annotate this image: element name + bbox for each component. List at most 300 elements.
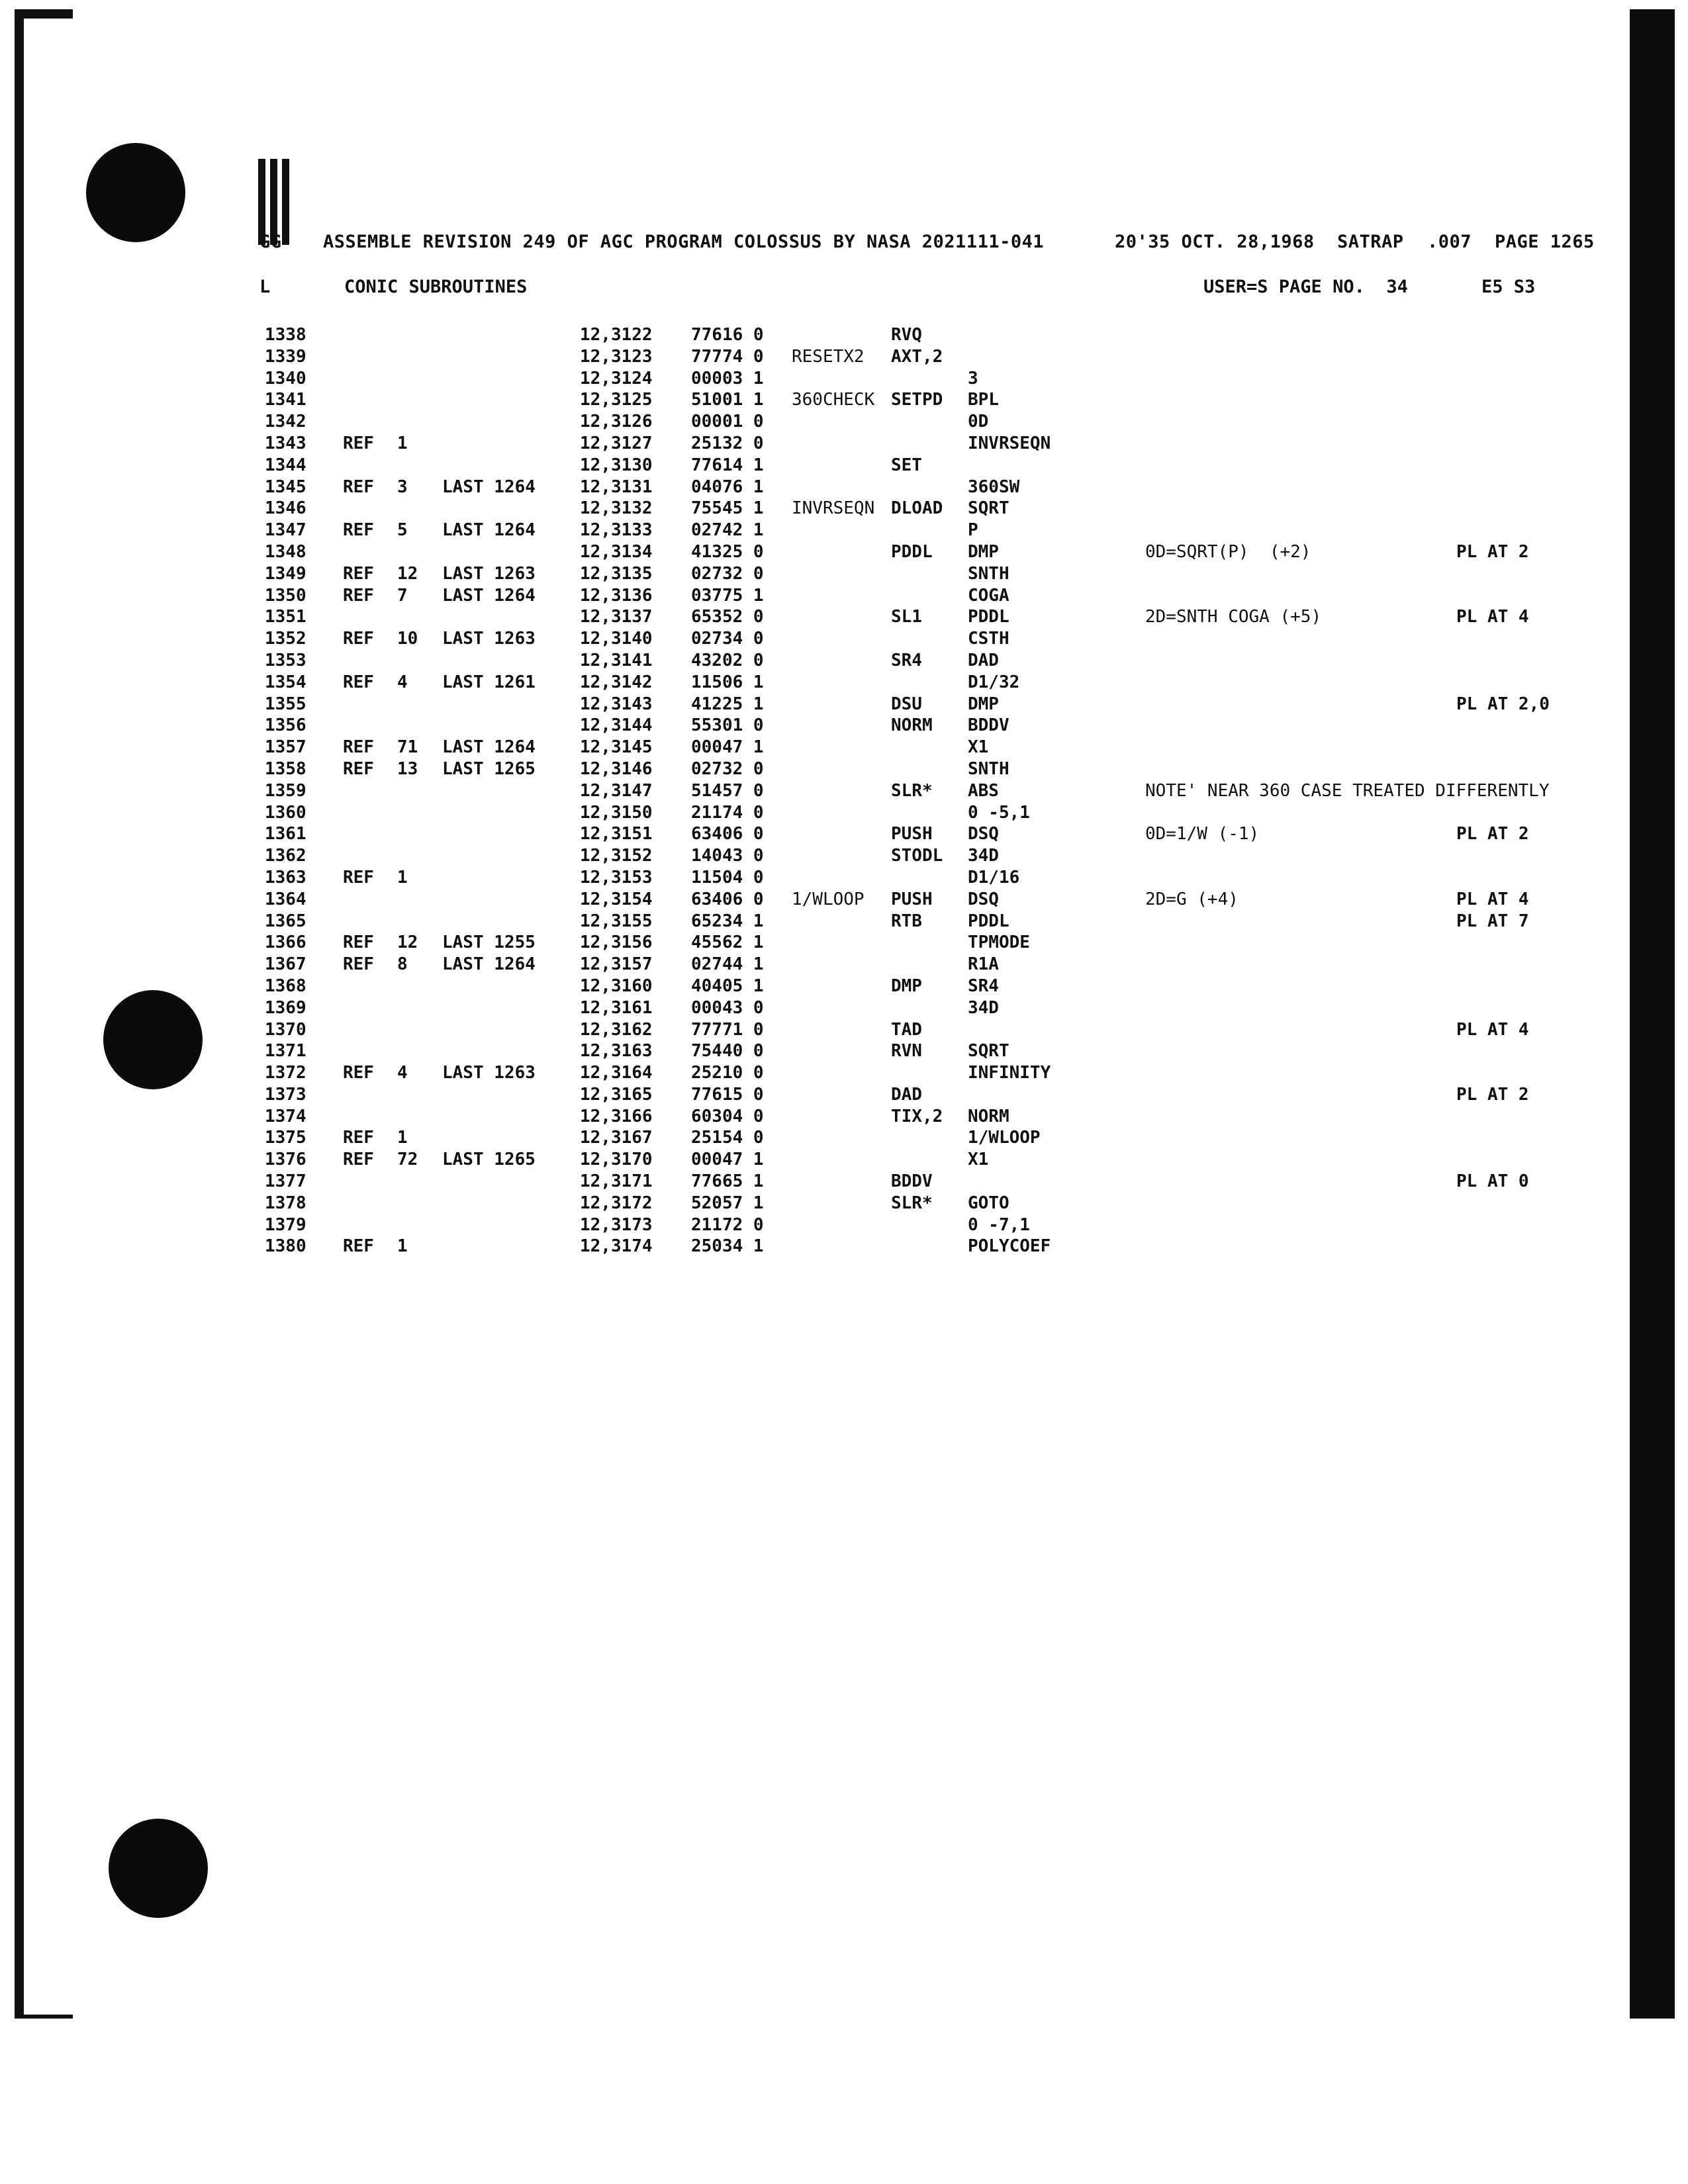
octal-code: 02744 1: [691, 954, 764, 975]
pushdown-level: PL AT 2,0: [1456, 694, 1550, 714]
address: 12,3123: [580, 346, 653, 367]
address: 12,3143: [580, 694, 653, 714]
listing-row: [0, 1106, 1688, 1128]
address: 12,3173: [580, 1214, 653, 1235]
pushdown-level: PL AT 2: [1456, 541, 1529, 562]
line-number: 1373: [265, 1084, 306, 1105]
octal-code: 00003 1: [691, 368, 764, 388]
listing-row: [0, 976, 1688, 997]
octal-code: 25034 1: [691, 1236, 764, 1257]
line-number: 1348: [265, 541, 306, 562]
octal-code: 75440 0: [691, 1041, 764, 1062]
address: 12,3153: [580, 867, 653, 887]
address: 12,3130: [580, 455, 653, 475]
line-number: 1344: [265, 455, 306, 475]
octal-code: 25210 0: [691, 1063, 764, 1083]
ref-count: 1: [397, 433, 408, 453]
listing-row: [0, 954, 1688, 976]
opcode: DMP: [891, 976, 922, 996]
listing-row: [0, 997, 1688, 1019]
header-program: SATRAP: [1337, 232, 1404, 252]
listing-row: [0, 694, 1688, 715]
address: 12,3167: [580, 1128, 653, 1148]
listing-row: [0, 672, 1688, 694]
listing-row: [0, 563, 1688, 585]
line-number: 1364: [265, 889, 306, 909]
octal-code: 25154 0: [691, 1128, 764, 1148]
line-number: 1352: [265, 629, 306, 649]
opcode: BDDV: [891, 1171, 933, 1192]
listing-row: [0, 346, 1688, 368]
octal-code: 21174 0: [691, 802, 764, 823]
last-ref: LAST 1264: [442, 585, 536, 606]
octal-code: 03775 1: [691, 585, 764, 606]
ref-count: 8: [397, 954, 408, 975]
octal-code: 04076 1: [691, 477, 764, 497]
listing-row: [0, 715, 1688, 737]
opcode: SETPD: [891, 390, 943, 410]
operand: R1A: [968, 954, 999, 975]
octal-code: 40405 1: [691, 976, 764, 996]
octal-code: 77771 0: [691, 1019, 764, 1040]
address: 12,3145: [580, 737, 653, 758]
operand: DSQ: [968, 824, 999, 844]
header-version: .007: [1427, 232, 1472, 252]
line-number: 1339: [265, 346, 306, 367]
assembly-listing: [0, 324, 1688, 1257]
octal-code: 77665 1: [691, 1171, 764, 1192]
listing-row: [0, 1019, 1688, 1041]
octal-code: 55301 0: [691, 715, 764, 736]
line-number: 1343: [265, 433, 306, 453]
operand: BPL: [968, 390, 999, 410]
address: 12,3170: [580, 1150, 653, 1170]
ref-count: 13: [397, 758, 418, 779]
operand: INFINITY: [968, 1063, 1051, 1083]
comment: 0D=SQRT(P) (+2): [1145, 541, 1311, 562]
address: 12,3151: [580, 824, 653, 844]
ref-marker: REF: [343, 758, 374, 779]
listing-row: [0, 1171, 1688, 1193]
address: 12,3147: [580, 780, 653, 801]
line-number: 1349: [265, 563, 306, 584]
last-ref: LAST 1263: [442, 563, 536, 584]
listing-row: [0, 737, 1688, 758]
opcode: RVN: [891, 1041, 922, 1062]
header-title: ASSEMBLE REVISION 249 OF AGC PROGRAM COLOSSUS BY NASA 2021111-041: [323, 232, 1045, 252]
opcode: RTB: [891, 911, 922, 931]
octal-code: 60304 0: [691, 1106, 764, 1126]
operand: DSQ: [968, 889, 999, 909]
address: 12,3162: [580, 1019, 653, 1040]
line-number: 1360: [265, 802, 306, 823]
opcode: SET: [891, 455, 922, 475]
ref-count: 10: [397, 629, 418, 649]
pushdown-level: PL AT 4: [1456, 1019, 1529, 1040]
line-number: 1362: [265, 846, 306, 866]
operand: POLYCOEF: [968, 1236, 1051, 1257]
listing-row: [0, 1236, 1688, 1257]
octal-code: 77615 0: [691, 1084, 764, 1105]
operand: SQRT: [968, 1041, 1009, 1062]
line-number: 1368: [265, 976, 306, 996]
operand: 0D: [968, 412, 989, 432]
octal-code: 00001 0: [691, 412, 764, 432]
ref-marker: REF: [343, 933, 374, 953]
listing-row: [0, 498, 1688, 520]
address: 12,3127: [580, 433, 653, 453]
octal-code: 51457 0: [691, 780, 764, 801]
address: 12,3122: [580, 325, 653, 345]
line-number: 1361: [265, 824, 306, 844]
listing-row: [0, 606, 1688, 628]
ref-marker: REF: [343, 629, 374, 649]
address: 12,3166: [580, 1106, 653, 1126]
listing-row: [0, 867, 1688, 889]
line-number: 1379: [265, 1214, 306, 1235]
operand: SR4: [968, 976, 999, 996]
operand: SNTH: [968, 758, 1009, 779]
line-number: 1342: [265, 412, 306, 432]
listing-row: [0, 1127, 1688, 1149]
opcode: STODL: [891, 846, 943, 866]
line-number: 1372: [265, 1063, 306, 1083]
line-number: 1346: [265, 498, 306, 519]
ref-marker: REF: [343, 672, 374, 692]
listing-row: [0, 1149, 1688, 1171]
pushdown-level: PL AT 7: [1456, 911, 1529, 931]
line-number: 1353: [265, 650, 306, 670]
pushdown-level: PL AT 2: [1456, 1084, 1529, 1105]
punch-hole-bottom: [109, 1819, 208, 1918]
octal-code: 45562 1: [691, 933, 764, 953]
listing-row: [0, 780, 1688, 802]
address: 12,3140: [580, 629, 653, 649]
line-number: 1378: [265, 1193, 306, 1213]
line-number: 1370: [265, 1019, 306, 1040]
octal-code: 02742 1: [691, 520, 764, 541]
octal-code: 63406 0: [691, 824, 764, 844]
line-number: 1355: [265, 694, 306, 714]
address: 12,3134: [580, 541, 653, 562]
operand: NORM: [968, 1106, 1009, 1126]
address: 12,3126: [580, 412, 653, 432]
octal-code: 02732 0: [691, 563, 764, 584]
listing-row: [0, 889, 1688, 911]
line-number: 1363: [265, 867, 306, 887]
pushdown-level: PL AT 2: [1456, 824, 1529, 844]
listing-row: [0, 368, 1688, 390]
address: 12,3155: [580, 911, 653, 931]
octal-code: 63406 0: [691, 889, 764, 909]
listing-row: [0, 1062, 1688, 1084]
listing-row: [0, 845, 1688, 867]
opcode: PUSH: [891, 889, 933, 909]
opcode: AXT,2: [891, 346, 943, 367]
ref-marker: REF: [343, 737, 374, 758]
listing-row: [0, 1214, 1688, 1236]
ref-marker: REF: [343, 1128, 374, 1148]
operand: INVRSEQN: [968, 433, 1051, 453]
octal-code: 00047 1: [691, 737, 764, 758]
pushdown-level: PL AT 4: [1456, 889, 1529, 909]
opcode: SLR*: [891, 1193, 933, 1213]
line-number: 1371: [265, 1041, 306, 1062]
punch-hole-top: [86, 143, 185, 242]
operand: 0 -7,1: [968, 1214, 1030, 1235]
operand: PDDL: [968, 607, 1009, 627]
operand: X1: [968, 1150, 989, 1170]
comment: NOTE' NEAR 360 CASE TREATED DIFFERENTLY: [1145, 780, 1550, 801]
listing-row: [0, 911, 1688, 933]
ref-marker: REF: [343, 1063, 374, 1083]
operand: D1/32: [968, 672, 1020, 692]
ref-marker: REF: [343, 1150, 374, 1170]
address: 12,3154: [580, 889, 653, 909]
address: 12,3161: [580, 997, 653, 1018]
address: 12,3172: [580, 1193, 653, 1213]
last-ref: LAST 1264: [442, 954, 536, 975]
comment: 0D=1/W (-1): [1145, 824, 1260, 844]
comment: 2D=SNTH COGA (+5): [1145, 607, 1322, 627]
listing-row: [0, 389, 1688, 411]
operand: 360SW: [968, 477, 1020, 497]
comment: 2D=G (+4): [1145, 889, 1239, 909]
octal-code: 11506 1: [691, 672, 764, 692]
operand: DMP: [968, 694, 999, 714]
operand: SNTH: [968, 563, 1009, 584]
operand: D1/16: [968, 867, 1020, 887]
address: 12,3156: [580, 933, 653, 953]
bank-code: E5 S3: [1481, 277, 1536, 297]
symbol-label: INVRSEQN: [792, 498, 875, 519]
opcode: SLR*: [891, 780, 933, 801]
operand: 34D: [968, 846, 999, 866]
line-number: 1377: [265, 1171, 306, 1192]
opcode: DLOAD: [891, 498, 943, 519]
address: 12,3133: [580, 520, 653, 541]
header-mark: GG: [259, 232, 282, 252]
listing-row: [0, 520, 1688, 541]
octal-code: 51001 1: [691, 390, 764, 410]
octal-code: 65234 1: [691, 911, 764, 931]
operand: COGA: [968, 585, 1009, 606]
octal-code: 77774 0: [691, 346, 764, 367]
address: 12,3124: [580, 368, 653, 388]
address: 12,3142: [580, 672, 653, 692]
line-number: 1341: [265, 390, 306, 410]
listing-header: [0, 232, 1688, 261]
octal-code: 21172 0: [691, 1214, 764, 1235]
operand: 0 -5,1: [968, 802, 1030, 823]
address: 12,3132: [580, 498, 653, 519]
octal-code: 02734 0: [691, 629, 764, 649]
line-number: 1351: [265, 607, 306, 627]
line-number: 1354: [265, 672, 306, 692]
address: 12,3165: [580, 1084, 653, 1105]
line-number: 1350: [265, 585, 306, 606]
ref-count: 71: [397, 737, 418, 758]
operand: CSTH: [968, 629, 1009, 649]
line-number: 1375: [265, 1128, 306, 1148]
operand: ABS: [968, 780, 999, 801]
line-number: 1338: [265, 325, 306, 345]
pushdown-level: PL AT 4: [1456, 607, 1529, 627]
line-number: 1380: [265, 1236, 306, 1257]
octal-code: 14043 0: [691, 846, 764, 866]
line-number: 1347: [265, 520, 306, 541]
ref-marker: REF: [343, 520, 374, 541]
listing-row: [0, 1040, 1688, 1062]
operand: 1/WLOOP: [968, 1128, 1041, 1148]
last-ref: LAST 1263: [442, 1063, 536, 1083]
address: 12,3150: [580, 802, 653, 823]
listing-row: [0, 802, 1688, 824]
listing-row: [0, 433, 1688, 455]
ref-count: 4: [397, 1063, 408, 1083]
octal-code: 65352 0: [691, 607, 764, 627]
symbol-label: 360CHECK: [792, 390, 875, 410]
listing-row: [0, 758, 1688, 780]
line-number: 1376: [265, 1150, 306, 1170]
listing-subheader: [0, 277, 1688, 306]
opcode: TIX,2: [891, 1106, 943, 1126]
listing-row: [0, 324, 1688, 346]
operand: TPMODE: [968, 933, 1030, 953]
octal-code: 02732 0: [691, 758, 764, 779]
octal-code: 43202 0: [691, 650, 764, 670]
line-number: 1358: [265, 758, 306, 779]
address: 12,3163: [580, 1041, 653, 1062]
line-number: 1369: [265, 997, 306, 1018]
address: 12,3125: [580, 390, 653, 410]
listing-row: [0, 585, 1688, 607]
last-ref: LAST 1264: [442, 520, 536, 541]
operand: PDDL: [968, 911, 1009, 931]
symbol-label: RESETX2: [792, 346, 865, 367]
operand: P: [968, 520, 978, 541]
line-number: 1366: [265, 933, 306, 953]
listing-row: [0, 650, 1688, 672]
address: 12,3164: [580, 1063, 653, 1083]
operand: BDDV: [968, 715, 1009, 736]
octal-code: 75545 1: [691, 498, 764, 519]
listing-row: [0, 823, 1688, 845]
address: 12,3137: [580, 607, 653, 627]
last-ref: LAST 1263: [442, 629, 536, 649]
ref-marker: REF: [343, 1236, 374, 1257]
line-number: 1374: [265, 1106, 306, 1126]
address: 12,3152: [580, 846, 653, 866]
octal-code: 00047 1: [691, 1150, 764, 1170]
ref-count: 5: [397, 520, 408, 541]
octal-code: 00043 0: [691, 997, 764, 1018]
opcode: TAD: [891, 1019, 922, 1040]
address: 12,3141: [580, 650, 653, 670]
address: 12,3131: [580, 477, 653, 497]
line-number: 1340: [265, 368, 306, 388]
header-page: PAGE 1265: [1495, 232, 1595, 252]
ref-count: 72: [397, 1150, 418, 1170]
last-ref: LAST 1255: [442, 933, 536, 953]
pushdown-level: PL AT 0: [1456, 1171, 1529, 1192]
listing-row: [0, 1193, 1688, 1214]
ref-count: 12: [397, 563, 418, 584]
opcode: PDDL: [891, 541, 933, 562]
address: 12,3136: [580, 585, 653, 606]
operand: 3: [968, 368, 978, 388]
opcode: PUSH: [891, 824, 933, 844]
address: 12,3144: [580, 715, 653, 736]
listing-row: [0, 477, 1688, 498]
operand: GOTO: [968, 1193, 1009, 1213]
address: 12,3135: [580, 563, 653, 584]
octal-code: 11504 0: [691, 867, 764, 887]
ref-marker: REF: [343, 477, 374, 497]
opcode: NORM: [891, 715, 933, 736]
octal-code: 77616 0: [691, 325, 764, 345]
operand: 34D: [968, 997, 999, 1018]
header-timestamp: 20'35 OCT. 28,1968: [1115, 232, 1315, 252]
last-ref: LAST 1265: [442, 1150, 536, 1170]
opcode: RVQ: [891, 325, 922, 345]
line-number: 1359: [265, 780, 306, 801]
ref-marker: REF: [343, 954, 374, 975]
address: 12,3157: [580, 954, 653, 975]
ref-count: 1: [397, 1128, 408, 1148]
last-ref: LAST 1264: [442, 477, 536, 497]
listing-row: [0, 932, 1688, 954]
listing-row: [0, 455, 1688, 477]
last-ref: LAST 1261: [442, 672, 536, 692]
line-number: 1365: [265, 911, 306, 931]
line-number: 1367: [265, 954, 306, 975]
ref-count: 3: [397, 477, 408, 497]
ref-marker: REF: [343, 433, 374, 453]
ref-marker: REF: [343, 867, 374, 887]
ref-count: 1: [397, 867, 408, 887]
octal-code: 77614 1: [691, 455, 764, 475]
listing-row: [0, 541, 1688, 563]
opcode: DSU: [891, 694, 922, 714]
opcode: SR4: [891, 650, 922, 670]
operand: DMP: [968, 541, 999, 562]
listing-row: [0, 628, 1688, 650]
operand: SQRT: [968, 498, 1009, 519]
operand: DAD: [968, 650, 999, 670]
symbol-label: 1/WLOOP: [792, 889, 865, 909]
ref-count: 12: [397, 933, 418, 953]
listing-row: [0, 411, 1688, 433]
ref-marker: REF: [343, 563, 374, 584]
octal-code: 41325 0: [691, 541, 764, 562]
line-number: 1345: [265, 477, 306, 497]
opcode: DAD: [891, 1084, 922, 1105]
address: 12,3146: [580, 758, 653, 779]
ref-marker: REF: [343, 585, 374, 606]
ref-count: 4: [397, 672, 408, 692]
operand: X1: [968, 737, 989, 758]
ref-count: 1: [397, 1236, 408, 1257]
subheader-type: L: [259, 277, 271, 297]
last-ref: LAST 1265: [442, 758, 536, 779]
opcode: SL1: [891, 607, 922, 627]
address: 12,3174: [580, 1236, 653, 1257]
section-title: CONIC SUBROUTINES: [344, 277, 528, 297]
listing-row: [0, 1084, 1688, 1106]
octal-code: 25132 0: [691, 433, 764, 453]
address: 12,3160: [580, 976, 653, 996]
